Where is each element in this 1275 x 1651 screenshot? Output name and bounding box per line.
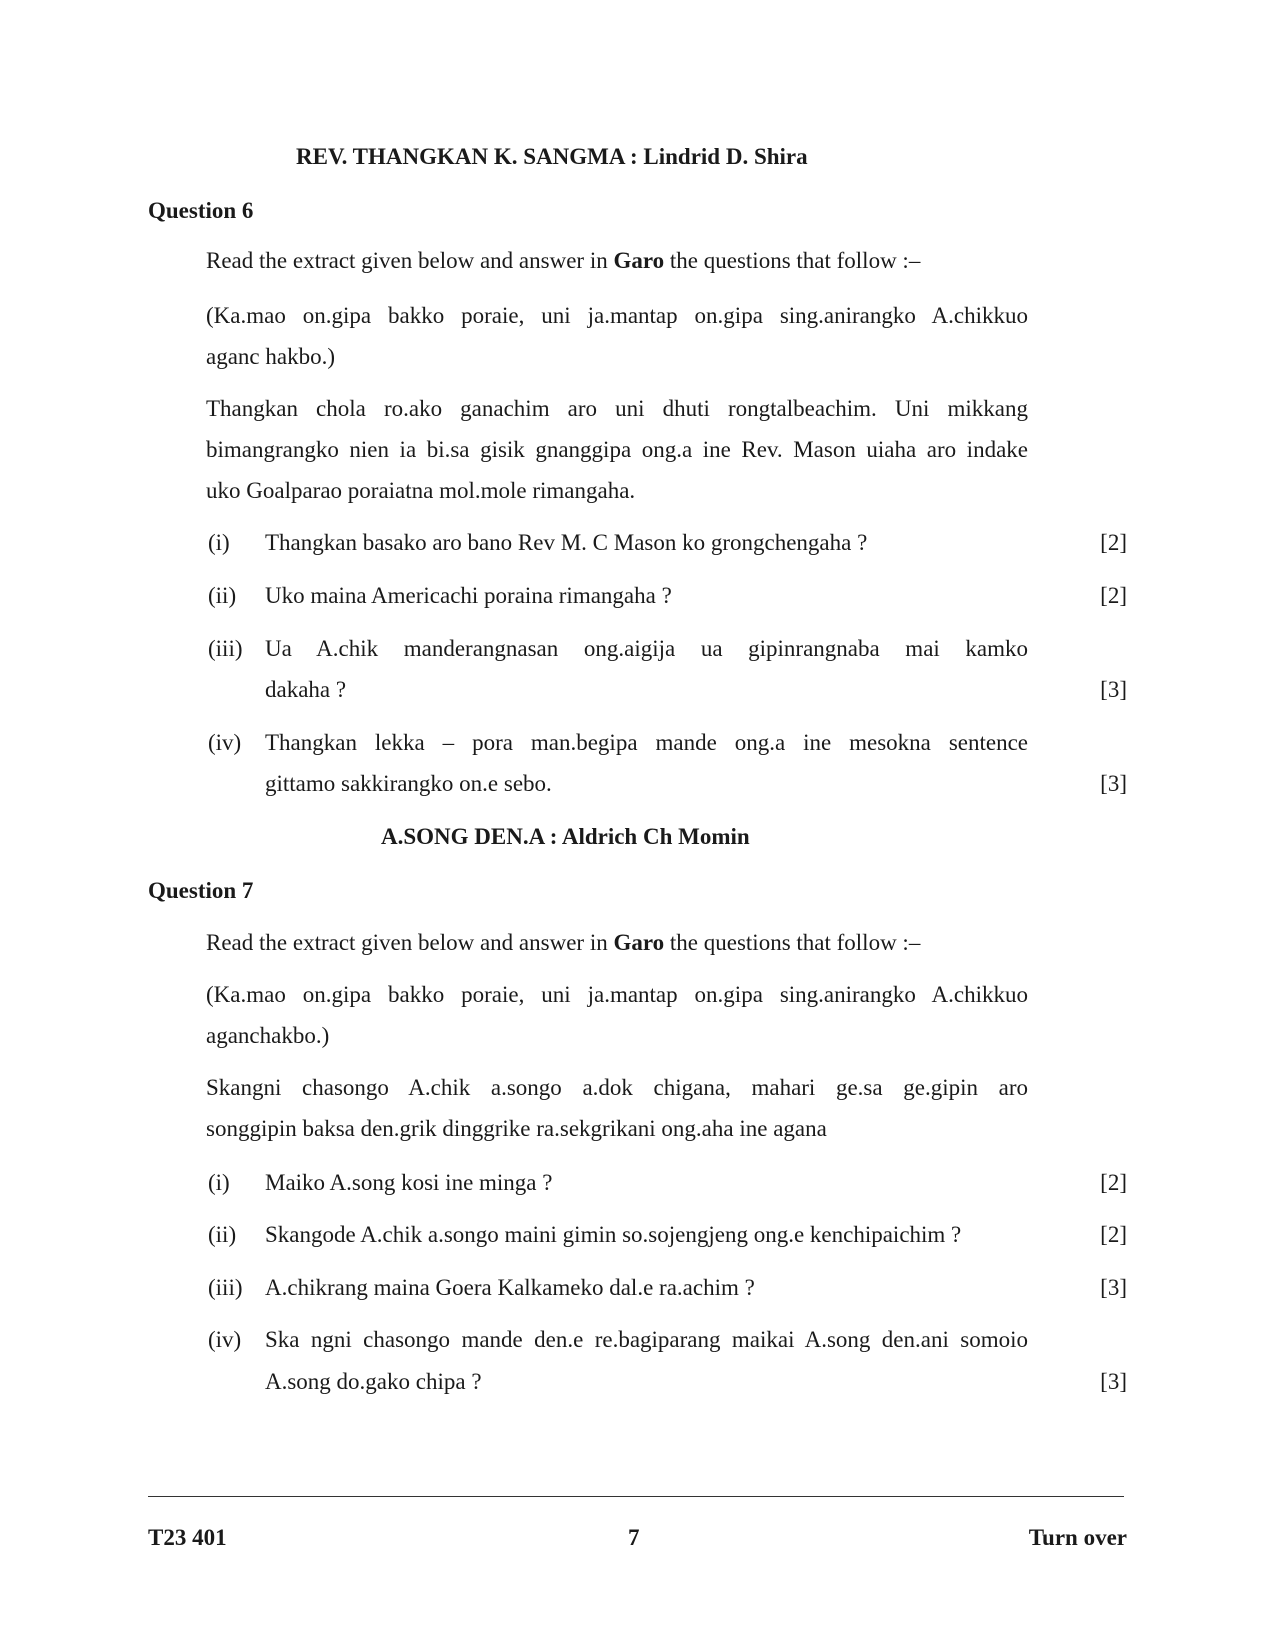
turn-over-label: Turn over (1028, 1525, 1127, 1550)
q6-item-1-number: (i) (208, 530, 230, 555)
q7-item-4-number: (iv) (208, 1327, 242, 1352)
section-heading-thangkan: REV. THANGKAN K. SANGMA : Lindrid D. Shira (296, 144, 808, 169)
q7-item-2-marks: [2] (1100, 1222, 1127, 1247)
q7-instruction-post: the questions that follow :– (664, 930, 921, 955)
q7-extract-line-1: Skangni chasongo A.chik a.songo a.dok chigana, mahari ge.sa ge.gipin aro (206, 1075, 1028, 1100)
q7-item-2-text: Skangode A.chik a.songo maini gimin so.sojengjeng ong.e kenchipaichim ? (265, 1222, 962, 1247)
q6-item-2-number: (ii) (208, 583, 237, 608)
q6-instruction-post: the questions that follow :– (664, 248, 921, 273)
q6-item-2-text: Uko maina Americachi poraina rimangaha ? (265, 583, 672, 608)
q7-instruction-pre: Read the extract given below and answer in (206, 930, 614, 955)
q6-item-3-number: (iii) (208, 636, 243, 661)
q6-instruction-pre: Read the extract given below and answer in (206, 248, 614, 273)
q7-item-4-text-line-2: A.song do.gako chipa ? (265, 1369, 482, 1394)
paper-code: T23 401 (148, 1525, 227, 1550)
q7-note-line-2: aganchakbo.) (206, 1023, 330, 1048)
section-heading-asong: A.SONG DEN.A : Aldrich Ch Momin (381, 824, 750, 849)
q7-item-3-marks: [3] (1100, 1275, 1127, 1300)
q6-item-3-marks: [3] (1100, 677, 1127, 702)
q6-instruction-bold: Garo (613, 248, 665, 273)
q7-item-4-text-line-1: Ska ngni chasongo mande den.e re.bagiparang maikai A.song den.ani somoio (265, 1327, 1028, 1352)
q7-item-1-text: Maiko A.song kosi ine minga ? (265, 1170, 553, 1195)
q7-item-1-number: (i) (208, 1170, 230, 1195)
q7-item-4-marks: [3] (1100, 1369, 1127, 1394)
q7-item-3-number: (iii) (208, 1275, 243, 1300)
q6-extract-line-3: uko Goalparao poraiatna mol.mole rimangaha. (206, 478, 636, 503)
q6-instruction (206, 248, 920, 274)
q6-item-3-text-line-1: Ua A.chik manderangnasan ong.aigija ua gipinrangnaba mai kamko (265, 636, 1028, 661)
q6-item-2-marks: [2] (1100, 583, 1127, 608)
q6-extract-line-2: bimangrangko nien ia bi.sa gisik gnanggipa ong.a ine Rev. Mason uiaha aro indake (206, 437, 1028, 462)
q6-item-4-text-line-1: Thangkan lekka – pora man.begipa mande ong.a ine mesokna sentence (265, 730, 1028, 755)
q7-item-3-text: A.chikrang maina Goera Kalkameko dal.e ra.achim ? (265, 1275, 755, 1300)
q7-item-1-marks: [2] (1100, 1170, 1127, 1195)
q6-item-3-text-line-2: dakaha ? (265, 677, 347, 702)
q6-extract-line-1: Thangkan chola ro.ako ganachim aro uni dhuti rongtalbeachim. Uni mikkang (206, 396, 1028, 421)
q7-extract-line-2: songgipin baksa den.grik dinggrike ra.sekgrikani ong.aha ine agana (206, 1116, 827, 1141)
q6-item-1-text: Thangkan basako aro bano Rev M. C Mason ko grongchengaha ? (265, 530, 868, 555)
q6-item-1-marks: [2] (1100, 530, 1127, 555)
question-7-label: Question 7 (148, 878, 254, 903)
q6-item-4-text-line-2: gittamo sakkirangko on.e sebo. (265, 771, 552, 796)
q6-note-line-2: aganc hakbo.) (206, 344, 335, 369)
q7-item-2-number: (ii) (208, 1222, 237, 1247)
q6-item-4-number: (iv) (208, 730, 242, 755)
q7-note-line-1: (Ka.mao on.gipa bakko poraie, uni ja.mantap on.gipa sing.anirangko A.chikkuo (206, 982, 1028, 1007)
page-number: 7 (628, 1525, 640, 1550)
question-6-label: Question 6 (148, 198, 254, 223)
q7-instruction-bold: Garo (613, 930, 665, 955)
q6-note-line-1: (Ka.mao on.gipa bakko poraie, uni ja.mantap on.gipa sing.anirangko A.chikkuo (206, 303, 1028, 328)
q7-instruction (206, 930, 920, 956)
footer-divider (148, 1496, 1124, 1497)
q6-item-4-marks: [3] (1100, 771, 1127, 796)
